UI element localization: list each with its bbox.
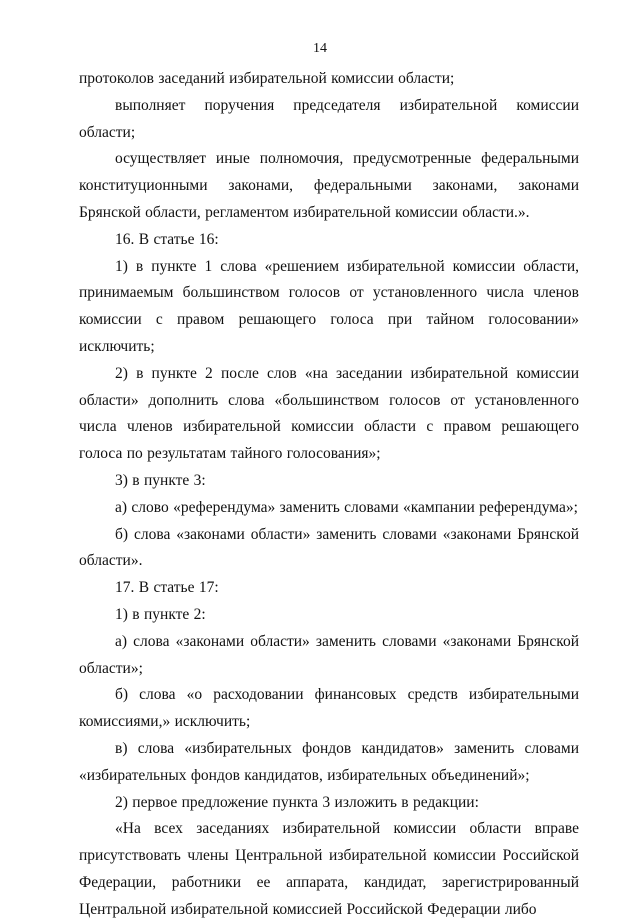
paragraph: б) слова «законами области» заменить словами «законами Брянской области». (79, 525, 579, 570)
paragraph: в) слова «избирательных фондов кандидатов» заменить словами «избирательных фондов кандидатов, избирательных объединений»; (79, 739, 579, 784)
paragraph: «На всех заседаниях избирательной комиссии области вправе присутствовать члены Центральной избирательной комиссии Российской Федерации, работники ее аппарата, кандидат, зарегистрированный Центральной избирательной комиссией Российской Федерации либо (79, 820, 579, 918)
page-number: 14 (313, 41, 327, 56)
paragraph: 2) первое предложение пункта 3 изложить в редакции: (115, 793, 479, 811)
paragraph: а) слова «законами области» заменить словами «законами Брянской области»; (79, 632, 579, 677)
paragraph: 17. В статье 17: (115, 579, 219, 597)
paragraph: 3) в пункте 3: (115, 471, 206, 489)
paragraph: 1) в пункте 2: (115, 605, 206, 623)
paragraph: выполняет поручения председателя избирательной комиссии области; (79, 96, 579, 141)
paragraph: 1) в пункте 1 слова «решением избирательной комиссии области, принимаемым большинством голосов от установленного числа членов комиссии с правом решающего голоса при тайном голосовании» исключить; (79, 257, 579, 355)
paragraph: а) слово «референдума» заменить словами «кампании референдума»; (115, 498, 578, 516)
paragraph: 2) в пункте 2 после слов «на заседании избирательной комиссии области» дополнить слова «большинством голосов от установленного числа членов избирательной комиссии области с правом решающего голоса по результатам тайного голосования»; (79, 364, 579, 463)
paragraph: осуществляет иные полномочия, предусмотренные федеральными конституционными законами, федеральными законами, законами Брянской области, регламентом избирательной комиссии области.». (79, 150, 579, 221)
paragraph: 16. В статье 16: (115, 230, 219, 248)
paragraph: протоколов заседаний избирательной комиссии области; (79, 70, 455, 87)
paragraph: б) слова «о расходовании финансовых средств избирательными комиссиями,» исключить; (79, 686, 579, 731)
body-text (79, 66, 579, 924)
